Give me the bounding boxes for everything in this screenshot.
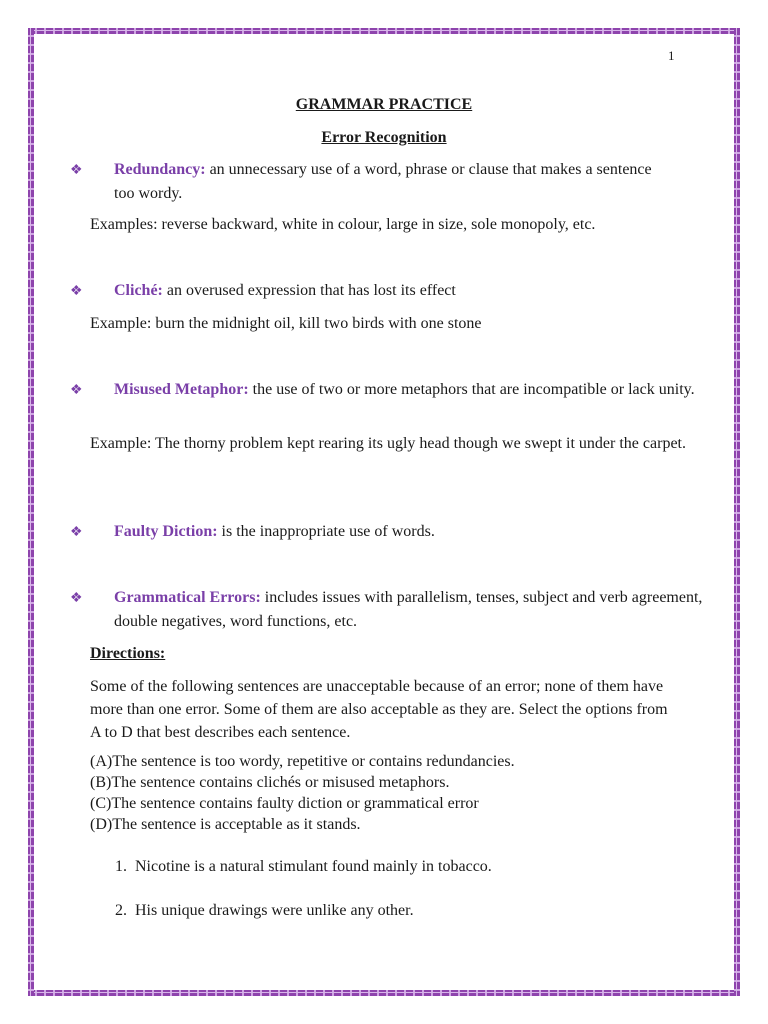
definition-text: the use of two or more metaphors that are incompatible or lack unity. [248, 381, 695, 398]
definition-faulty-diction [70, 520, 674, 544]
question-item [115, 855, 675, 878]
definition-text: an unnecessary use of a word, phrase or clause that makes a sentence too wordy. [114, 161, 652, 202]
definition-text: an overused expression that has lost its effect [162, 282, 456, 299]
diamond-bullet-icon: ❖ [70, 591, 83, 606]
definition-text: includes issues with parallelism, tenses, subject and verb agreement, double negatives, word functions, etc. [114, 589, 703, 630]
option-a: (A)The sentence is too wordy, repetitive or contains redundancies. [90, 753, 515, 770]
question-item [115, 899, 675, 922]
page-subtitle: Error Recognition [321, 129, 447, 146]
page-border-top [28, 28, 740, 34]
question-text: Nicotine is a natural stimulant found mainly in tobacco. [135, 858, 492, 875]
option-c: (C)The sentence contains faulty diction or grammatical error [90, 795, 479, 812]
term-label: Misused Metaphor: [114, 381, 249, 398]
directions-text: Some of the following sentences are unacceptable because of an error; none of them have more than one error. Some of them are also acceptable as they are. Select the options from A to D that best describes each sentence. [90, 678, 668, 741]
definition-redundancy [70, 158, 674, 205]
question-number: 2. [115, 902, 127, 919]
term-label: Faulty Diction: [114, 523, 218, 540]
example-misused-metaphor: Example: The thorny problem kept rearing its ugly head though we swept it under the carpet. [90, 435, 686, 452]
term-label: Cliché: [114, 282, 163, 299]
diamond-bullet-icon: ❖ [70, 284, 83, 299]
option-b: (B)The sentence contains clichés or misused metaphors. [90, 774, 450, 791]
diamond-bullet-icon: ❖ [70, 383, 83, 398]
page-border-right [734, 28, 740, 996]
diamond-bullet-icon: ❖ [70, 163, 83, 178]
page-border-left [28, 28, 34, 996]
example-redundancy: Examples: reverse backward, white in colour, large in size, sole monopoly, etc. [90, 216, 596, 233]
options-list [90, 751, 680, 835]
example-cliche: Example: burn the midnight oil, kill two birds with one stone [90, 315, 482, 332]
definition-text: is the inappropriate use of words. [217, 523, 435, 540]
page-border-bottom [28, 990, 740, 996]
term-label: Redundancy: [114, 161, 206, 178]
directions-heading: Directions: [90, 645, 166, 662]
option-d: (D)The sentence is acceptable as it stands. [90, 816, 361, 833]
page-title: GRAMMAR PRACTICE [295, 96, 473, 113]
diamond-bullet-icon: ❖ [70, 525, 83, 540]
page-number: 1 [668, 48, 675, 63]
definition-misused-metaphor [70, 378, 714, 402]
term-label: Grammatical Errors: [114, 589, 261, 606]
definition-cliche [70, 279, 674, 303]
question-text: His unique drawings were unlike any other. [135, 902, 414, 919]
question-number: 1. [115, 858, 127, 875]
definition-grammatical-errors [70, 586, 714, 633]
